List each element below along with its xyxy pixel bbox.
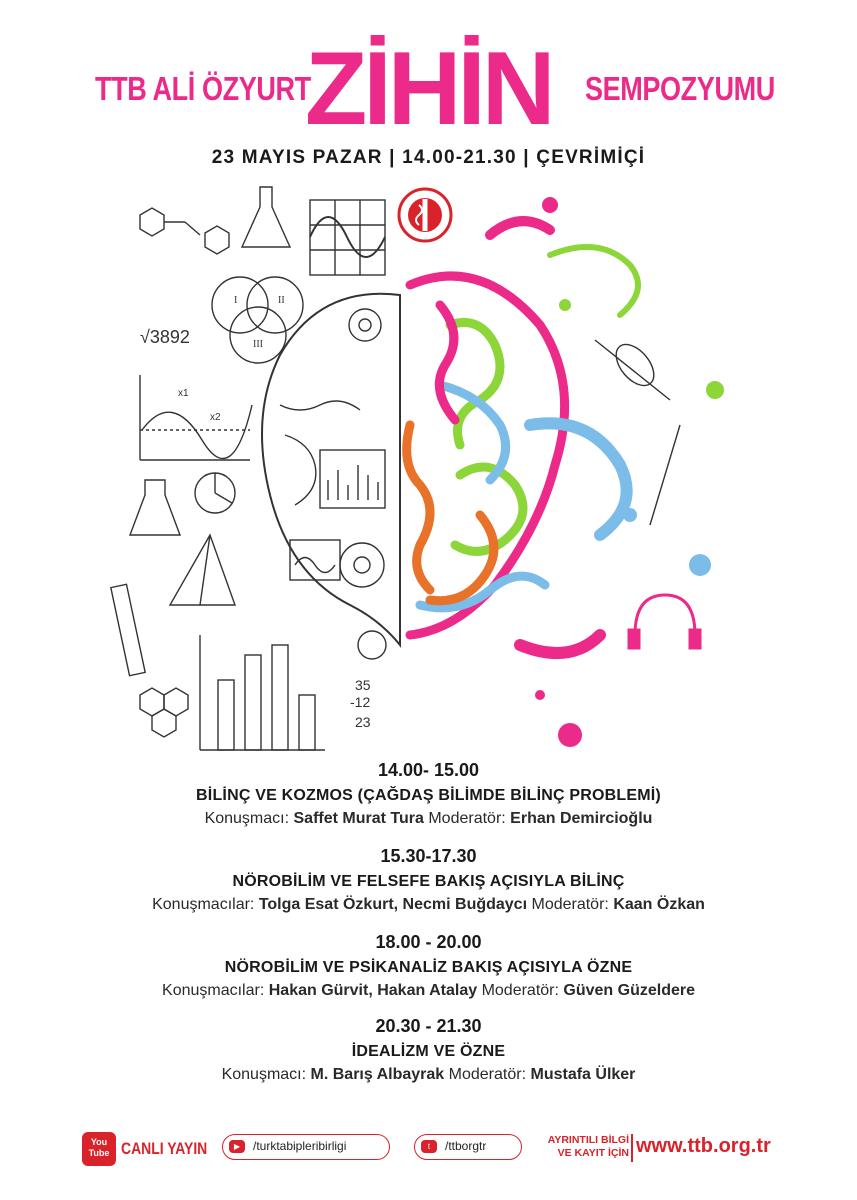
session-people	[0, 810, 857, 828]
headphones-sketch	[629, 595, 700, 648]
calc-line-3: 23	[355, 714, 371, 730]
moderator-label: Moderatör:	[481, 982, 559, 999]
footer	[0, 1118, 857, 1178]
moderator-label: Moderatör:	[448, 1066, 527, 1083]
speaker-label: Konuşmacılar:	[152, 896, 255, 913]
youtube-handle: /turktabipleribirligi	[253, 1139, 347, 1153]
sqrt-expression: √3892	[140, 327, 190, 347]
molecule-sketch	[140, 208, 229, 254]
beaker-sketch	[130, 480, 180, 535]
bar-chart-sketch	[200, 635, 325, 750]
venn-label-1: I	[234, 295, 238, 306]
session-people	[0, 982, 857, 1000]
graph-label-x1: x1	[178, 388, 189, 399]
venn-label-2: II	[278, 295, 285, 306]
website-link[interactable]: www.ttb.org.tr	[636, 1135, 771, 1157]
title-main: ZİHİN	[305, 31, 552, 147]
session-people	[0, 1066, 857, 1084]
colorful-brain-half	[407, 221, 638, 653]
session-4	[0, 1016, 857, 1084]
session-title: NÖROBİLİM VE PSİKANALİZ BAKIŞ AÇISIYLA ÖZNE	[224, 959, 633, 976]
calc-line-1: 35	[355, 677, 371, 693]
twitter-handle: /ttborgtr	[445, 1139, 487, 1153]
live-stream-label[interactable]: CANLI YAYIN	[121, 1139, 208, 1158]
triangle-sketch	[170, 535, 235, 605]
session-1	[0, 760, 857, 828]
calc-line-2: -12	[350, 694, 371, 710]
speaker-label: Konuşmacılar:	[162, 982, 265, 999]
speaker-label: Konuşmacı:	[221, 1066, 307, 1083]
moderator-name: Mustafa Ülker	[530, 1066, 636, 1083]
session-2	[0, 846, 857, 914]
twitter-link[interactable]	[414, 1134, 522, 1160]
youtube-icon[interactable]: You Tube	[82, 1132, 116, 1166]
session-time: 15.30-17.30	[380, 846, 477, 866]
pie-sketch	[195, 473, 235, 513]
brain-illustration	[110, 175, 750, 760]
info-text: AYRINTILI BİLGİ VE KAYIT İÇİN	[547, 1134, 629, 1159]
session-time: 14.00- 15.00	[377, 760, 480, 780]
flask-sketch	[242, 187, 290, 247]
paintbrush-sketch	[650, 425, 680, 525]
moderator-label: Moderatör:	[531, 896, 609, 913]
poster-title	[0, 31, 857, 147]
venn-sketch	[212, 277, 303, 363]
session-title: İDEALİZM VE ÖZNE	[351, 1043, 506, 1060]
divider	[631, 1134, 633, 1162]
moderator-name: Güven Güzeldere	[563, 982, 695, 999]
title-left: TTB ALİ ÖZYURT	[95, 70, 311, 107]
speaker-names: M. Barış Albayrak	[310, 1066, 445, 1083]
ttb-logo	[399, 189, 451, 241]
youtube-icon: ▶	[229, 1140, 245, 1153]
violin-sketch	[595, 338, 670, 400]
moderator-name: Kaan Özkan	[613, 896, 705, 913]
session-people	[0, 896, 857, 914]
session-3	[0, 932, 857, 1000]
graph-label-x2: x2	[210, 412, 221, 423]
speaker-label: Konuşmacı:	[204, 810, 290, 827]
moderator-name: Erhan Demircioğlu	[510, 810, 653, 827]
speaker-names: Saffet Murat Tura	[293, 810, 424, 827]
hexagon-sketch	[140, 688, 188, 737]
speaker-names: Tolga Esat Özkurt, Necmi Buğdaycı	[258, 896, 528, 913]
session-title: BİLİNÇ VE KOZMOS (ÇAĞDAŞ BİLİMDE BİLİNÇ PROBLEMİ)	[196, 787, 661, 804]
speaker-names: Hakan Gürvit, Hakan Atalay	[268, 982, 478, 999]
line-graph-sketch	[140, 375, 252, 460]
paint-dots	[535, 197, 582, 747]
youtube-channel-link[interactable]	[222, 1134, 390, 1160]
venn-label-3: III	[253, 339, 263, 350]
wave-grid-sketch	[310, 200, 385, 275]
moderator-label: Moderatör:	[428, 810, 506, 827]
session-time: 18.00 - 20.00	[375, 932, 482, 952]
session-title: NÖROBİLİM VE FELSEFE BAKIŞ AÇISIYLA BİLİNÇ	[232, 873, 625, 890]
twitter-icon: t	[421, 1140, 437, 1153]
test-tube-sketch	[111, 584, 145, 675]
title-right: SEMPOZYUMU	[585, 70, 775, 107]
session-time: 20.30 - 21.30	[375, 1016, 482, 1036]
event-date-time: 23 MAYIS PAZAR | 14.00-21.30 | ÇEVRİMİÇİ	[211, 147, 646, 168]
